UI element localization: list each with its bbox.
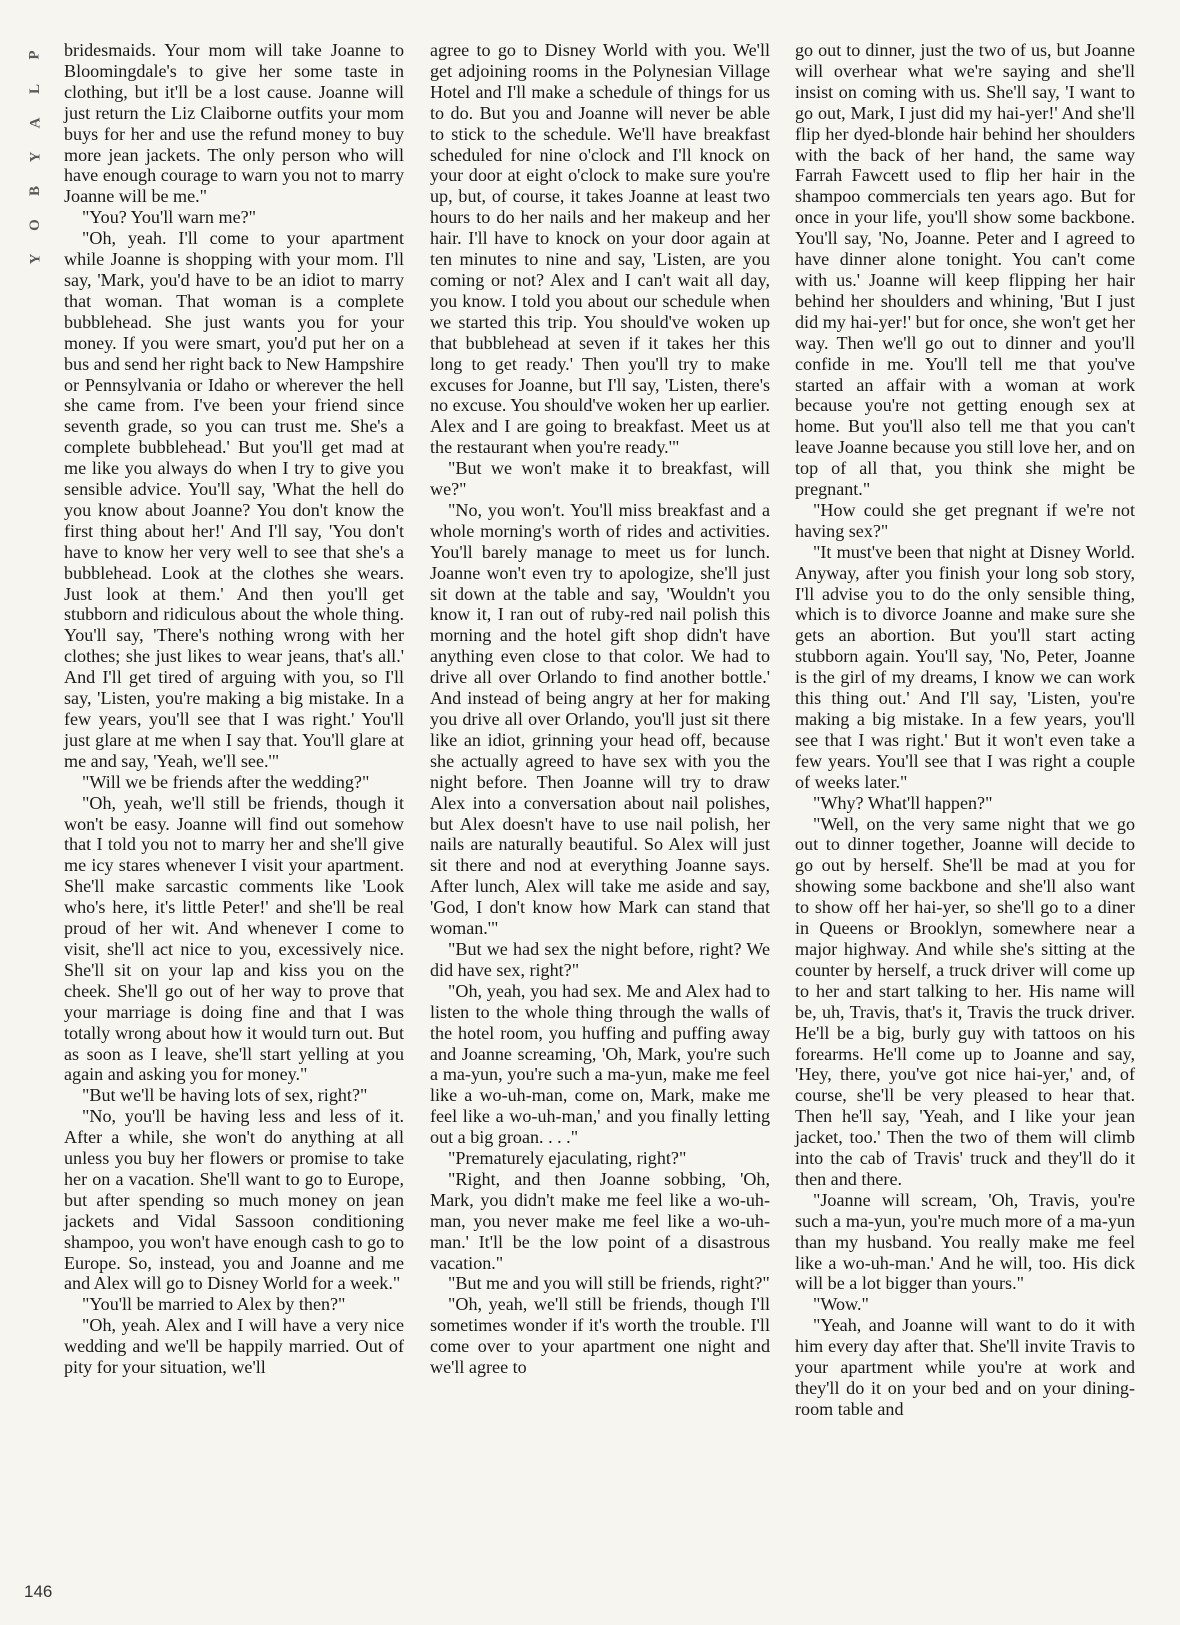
masthead-letter: P bbox=[26, 50, 43, 60]
paragraph: "How could she get pregnant if we're not having sex?" bbox=[795, 499, 1135, 541]
paragraph: "You'll be married to Alex by then?" bbox=[82, 1294, 346, 1315]
masthead-letter: A bbox=[27, 117, 43, 129]
masthead-letter: B bbox=[26, 185, 43, 197]
paragraph: "Wow." bbox=[813, 1294, 869, 1315]
masthead-letter: O bbox=[26, 219, 43, 231]
paragraph: bridesmaids. Your mom will take Joanne to Bloomingdale's to give her some taste in clothing, but it'll be a lost cause. Joanne will just return the Liz Claiborne outfits your mom buys for her and use the refund money to buy more jean jackets. The only person who will have enough courage to warn you not to marry Joanne will be me." bbox=[64, 40, 404, 207]
paragraph: "But we'll be having lots of sex, right?" bbox=[82, 1085, 368, 1106]
text-column-1 bbox=[64, 40, 404, 1378]
paragraph: "Well, on the very same night that we go out to dinner together, Joanne will decide to go out by herself. She'll be mad at you for showing some backbone and she'll also want to show off her hai-yer, so she'll go to a diner in Queens or Brooklyn, somewhere near a major highway. And while she's sitting at the counter by herself, a truck driver will come up to her and start talking to her. His name will be, uh, Travis, that's it, Travis the truck driver. He'll be a big, burly guy with tattoos on his forearms. He'll come up to Joanne and say, 'Hey, there, you've got nice hai-yer,' and, of course, she'll be very pleased to hear that. Then he'll say, 'Yeah, and I like your jean jacket, too.' Then the two of them will climb into the cab of Travis' truck and they'll do it then and there. bbox=[795, 813, 1135, 1189]
paragraph: "Why? What'll happen?" bbox=[813, 792, 993, 813]
text-column-2 bbox=[430, 40, 770, 1378]
masthead-letter: Y bbox=[27, 151, 43, 163]
paragraph: "But me and you will still be friends, right?" bbox=[448, 1273, 770, 1294]
paragraph: "Will we be friends after the wedding?" bbox=[82, 771, 370, 792]
paragraph: "Prematurely ejaculating, right?" bbox=[448, 1148, 687, 1169]
masthead bbox=[22, 38, 48, 276]
paragraph: "Joanne will scream, 'Oh, Travis, you're such a ma-yun, you're much more of a ma-yun than my husband. You really make me feel like a wo-uh-man.' And he will, too. His dick will be a lot bigger than yours." bbox=[795, 1189, 1135, 1294]
page-number: 146 bbox=[24, 1582, 53, 1601]
paragraph: "Oh, yeah. I'll come to your apartment while Joanne is shopping with your mom. I'll say, 'Mark, you'd have to be an idiot to marry that woman. That woman is a complete bubblehead. She just wants you for your money. If you were smart, you'd put her on a bus and send her right back to New Hampshire or Pennsylvania or Idaho or wherever the hell she came from. I've been your friend since seventh grade, so you can trust me. She's a complete bubblehead.' But you'll get mad at me like you always do when I try to give you sensible advice. You'll say, 'What the hell do you know about Joanne? You don't know the first thing about her!' And I'll say, 'You don't have to know her very well to see that she's a bubblehead. Look at the clothes she wears. Just look at them.' And then you'll get stubborn and ridiculous about the whole thing. You'll say, 'There's nothing wrong with her clothes; she just likes to wear jeans, that's all.' And I'll get tired of arguing with you, so I'll say, 'Listen, you're making a big mistake. In a few years, you'll see that I was right.' You'll just glare at me when I say that. You'll glare at me and say, 'Yeah, we'll see.'" bbox=[64, 228, 404, 771]
paragraph: "Oh, yeah. Alex and I will have a very nice wedding and we'll be happily married. Out of pity for your situation, we'll bbox=[64, 1315, 404, 1378]
paragraph: "Oh, yeah, we'll still be friends, though I'll sometimes wonder if it's worth the trouble. I'll come over to your apartment one night and we'll agree to bbox=[430, 1294, 770, 1378]
paragraph: "Right, and then Joanne sobbing, 'Oh, Mark, you didn't make me feel like a wo-uh-man, you never make me feel like a wo-uh-man.' It'll be the low point of a disastrous vacation." bbox=[430, 1168, 770, 1273]
paragraph: agree to go to Disney World with you. We'll get adjoining rooms in the Polynesian Village Hotel and I'll make a schedule of things for us to do. But you and Joanne will never be able to stick to the schedule. We'll have breakfast scheduled for nine o'clock and I'll knock on your door at eight o'clock to make sure you're up, but, of course, it takes Joanne at least two hours to do her nails and her makeup and her hair. I'll have to knock on your door again at ten minutes to nine and say, 'Listen, are you coming or not? Alex and I can't wait all day, you know. I told you about our schedule when we started this trip. You should've woken up that bubblehead at seven if it takes her this long to get ready.' Then you'll try to make excuses for Joanne, but I'll say, 'Listen, there's no excuse. You should've woken her up earlier. Alex and I are going to breakfast. Meet us at the restaurant when you're ready.'" bbox=[430, 40, 770, 458]
paragraph: "Oh, yeah, you had sex. Me and Alex had to listen to the whole thing through the walls of the hotel room, you huffing and puffing away and Joanne screaming, 'Oh, Mark, you're such a ma-yun, you're such a ma-yun, make me feel like a wo-uh-man, come on, Mark, make me feel like a wo-uh-man,' and you finally letting out a big groan. . . ." bbox=[430, 980, 770, 1148]
paragraph: "No, you'll be having less and less of it. After a while, she won't do anything at all unless you buy her flowers or promise to take her on a vacation. She'll want to go to Europe, but after spending so much money on jean jackets and Vidal Sassoon conditioning shampoo, you won't have enough cash to go to Europe. So, instead, you and Joanne and me and Alex will go to Disney World for a week." bbox=[64, 1106, 404, 1294]
paragraph: "But we won't make it to breakfast, will we?" bbox=[430, 458, 770, 500]
paragraph: "It must've been that night at Disney World. Anyway, after you finish your long sob story, I'll advise you to do the only sensible thing, which is to divorce Joanne and make sure she gets an abortion. But you'll start acting stubborn again. You'll say, 'No, Peter, Joanne is the girl of my dreams, I know we can work this thing out.' And I'll say, 'Listen, you're making a big mistake. In a few years, you'll see that I was right.' But it won't even take a few years. You'll see that I was right a couple of weeks later." bbox=[795, 541, 1135, 792]
masthead-letter: Y bbox=[27, 253, 43, 265]
paragraph: "You? You'll warn me?" bbox=[82, 207, 257, 228]
masthead-letter: L bbox=[26, 83, 43, 95]
paragraph: "Oh, yeah, we'll still be friends, though it won't be easy. Joanne will find out somehow that I told you not to marry her and she'll give me icy stares whenever I visit your apartment. She'll make sarcastic comments like 'Look who's here, it's little Peter!' and she'll be real proud of her wit. And whenever I come to visit, she'll act nice to you, excessively nice. She'll sit on your lap and kiss you on the cheek. She'll go out of her way to prove that your marriage is doing fine and that I was totally wrong about how it would turn out. But as soon as I leave, she'll start yelling at you again and asking you for money." bbox=[64, 792, 404, 1085]
text-column-3 bbox=[795, 40, 1135, 1420]
paragraph: go out to dinner, just the two of us, but Joanne will overhear what we're saying and she'll insist on coming with us. She'll say, 'I want to go out, Mark, I just did my hai-yer!' And she'll flip her dyed-blonde hair behind her shoulders with the back of her hand, the same way Farrah Fawcett used to flip her hair in the shampoo commercials ten years ago. But for once in your life, you'll show some backbone. You'll say, 'No, Joanne. Peter and I agreed to have dinner alone tonight. You can't come with us.' Joanne will keep flipping her hair behind her shoulders and whining, 'But I just did my hai-yer!' but for once, she won't get her way. Then we'll go out to dinner and you'll confide in me. You'll tell me that you've started an affair with a woman at work because you're not getting enough sex at home. But you'll also tell me that you can't leave Joanne because you still love her, and on top of all that, you think she might be pregnant." bbox=[795, 40, 1135, 500]
paragraph: "No, you won't. You'll miss breakfast and a whole morning's worth of rides and activities. You'll barely manage to meet us for lunch. Joanne won't even try to apologize, she'll just sit down at the table and say, 'Wouldn't you know it, I ran out of ruby-red nail polish this morning and the hotel gift shop didn't have anything even close to that color. We had to drive all over Orlando to find another bottle.' And instead of being angry at her for making you drive all over Orlando, you'll just sit there like an idiot, grinning your head off, because she actually agreed to have sex with you the night before. Then Joanne will try to draw Alex into a conversation about nail polishes, but Alex doesn't have to use nail polish, her nails are naturally beautiful. So Alex will just sit there and nod at everything Joanne says. After lunch, Alex will take me aside and say, 'God, I don't know how Mark can stand that woman.'" bbox=[430, 499, 770, 939]
paragraph: "Yeah, and Joanne will want to do it with him every day after that. She'll invite Travis to your apartment while you're at work and they'll do it on your bed and on your dining-room table and bbox=[795, 1315, 1135, 1419]
paragraph: "But we had sex the night before, right? We did have sex, right?" bbox=[430, 938, 770, 980]
